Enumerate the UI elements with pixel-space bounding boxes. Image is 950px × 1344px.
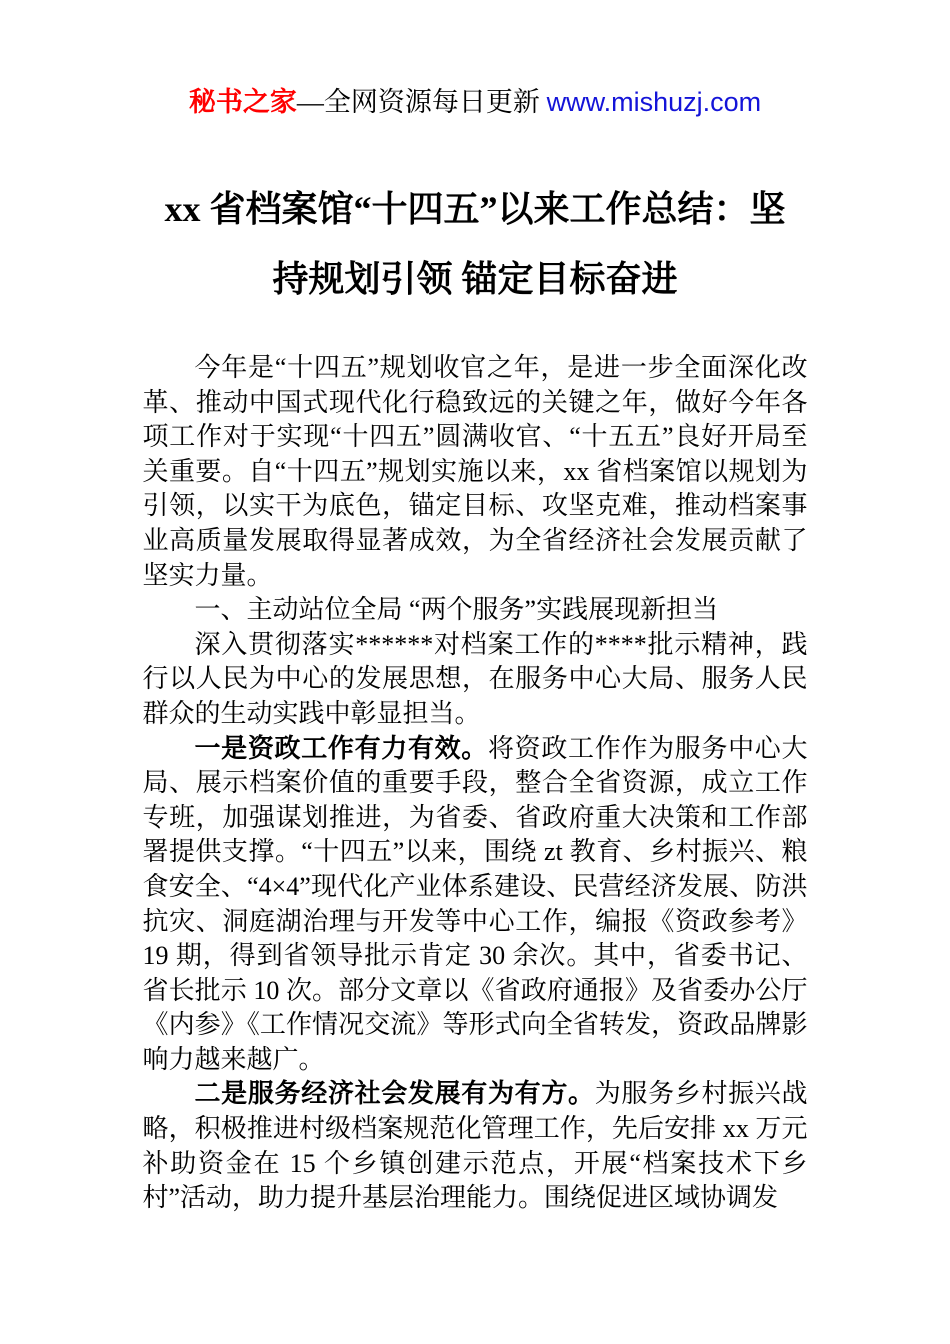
document-title-line-2: 持规划引领 锚定目标奋进 xyxy=(272,259,678,299)
site-name: 秘书之家 xyxy=(188,87,297,117)
site-tagline: —全网资源每日更新 xyxy=(296,87,547,117)
point-2-text: 为服务乡村振兴战略，积极推进村级档案规范化管理工作，先后安排 xx 万元补助资金在 15 个乡镇创建示范点，开展“档案技术下乡村”活动，助力提升基层治理能力。围绕促进区域协调发 xyxy=(142,1079,808,1213)
paragraph-intro: 今年是“十四五”规划收官之年，是进一步全面深化改革、推动中国式现代化行稳致远的关键之年，做好今年各项工作对于实现“十四五”圆满收官、“十五五”良好开局至关重要。自“十四五”规划实施以来，xx 省档案馆以规划为引领，以实干为底色，锚定目标、攻坚克难，推动档案事业高质量发展取得显著成效，为全省经济社会发展贡献了坚实力量。 xyxy=(142,353,808,590)
paragraph-section1-intro: 深入贯彻落实******对档案工作的****批示精神，践行以人民为中心的发展思想，在服务中心大局、服务人民群众的生动实践中彰显担当。 xyxy=(142,629,808,728)
paragraph-point-2 xyxy=(143,1077,808,1215)
paragraph-point-1 xyxy=(143,732,808,1078)
point-1-text: 将资政工作作为服务中心大局、展示档案价值的重要手段，整合全省资源，成立工作专班，加强谋划推进，为省委、省政府重大决策和工作部署提供支撑。“十四五”以来，围绕 zt 教育、乡村振兴、粮食安全、“4×4”现代化产业体系建设、民营经济发展、防洪抗灾、洞庭湖治理与开发等中心工作，编报《资政参考》19 期，得到省领导批示肯定 30 余次。其中，省委书记、省长批示 10 次。部分文章以《省政府通报》及省委办公厅《内参》《工作情况交流》等形式向全省转发，资政品牌影响力越来越广。 xyxy=(142,733,808,1074)
document-body xyxy=(143,351,808,1216)
site-header xyxy=(0,0,950,118)
site-url-link[interactable]: www.mishuzj.com xyxy=(546,87,762,117)
document-title-line-1: xx 省档案馆“十四五”以来工作总结：坚 xyxy=(164,189,786,229)
document-title xyxy=(115,174,835,314)
point-1-lead: 一是资政工作有力有效。 xyxy=(194,733,488,763)
point-2-lead: 二是服务经济社会发展有为有方。 xyxy=(194,1079,595,1109)
section-heading-1: 一、主动站位全局 “两个服务”实践展现新担当 xyxy=(194,595,719,625)
